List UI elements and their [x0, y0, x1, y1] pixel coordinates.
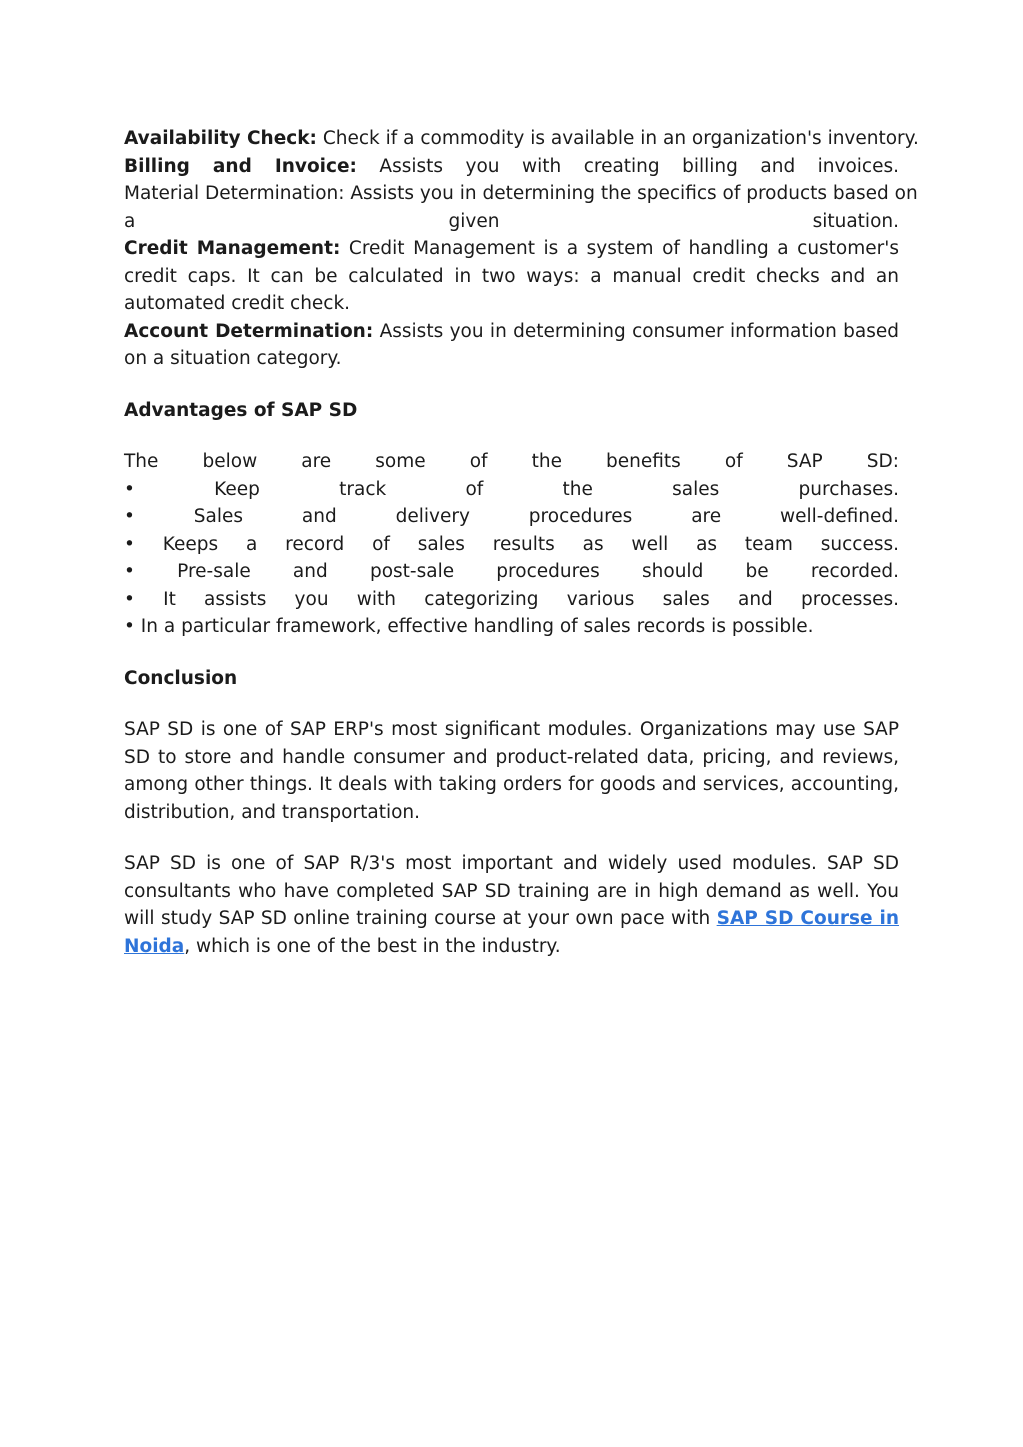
credit-management-paragraph: [124, 235, 899, 318]
advantage-item: • It assists you with categorizing various sales and processes.: [124, 588, 899, 610]
conclusion-paragraph-2-text: SAP SD is one of SAP R/3's most important and widely used modules. SAP SD consultants who have completed SAP SD training are in high demand as well. You will study SAP SD online training course at your own pace with: [124, 853, 899, 929]
account-determination-paragraph: [124, 318, 899, 373]
advantage-item: • In a particular framework, effective handling of sales records is possible.: [124, 616, 814, 637]
advantages-heading: Advantages of SAP SD: [124, 399, 358, 421]
availability-check-label: Availability Check:: [124, 128, 317, 149]
advantage-item: • Pre-sale and post-sale procedures should be recorded.: [124, 561, 899, 582]
availability-check-text: Check if a commodity is available in an organization's inventory.: [322, 128, 919, 149]
billing-invoice-line: [124, 153, 899, 181]
conclusion-paragraph-2: [124, 850, 899, 960]
credit-management-text: Credit Management is a system of handling a customer's credit caps. It can be calculated in two ways: a manual credit checks and an automated credit check.: [124, 238, 899, 314]
credit-management-label: Credit Management:: [124, 238, 341, 259]
document-page: [124, 125, 919, 960]
advantage-item: • Keeps a record of sales results as well as team success.: [124, 533, 899, 555]
billing-invoice-label: Billing and Invoice:: [124, 155, 357, 177]
material-determination-line-1: Material Determination: Assists you in determining the specifics of products based on: [124, 183, 918, 204]
account-determination-text: Assists you in determining consumer information based on a situation category.: [124, 320, 899, 369]
material-determination-line-2: a given situation.: [124, 210, 899, 232]
account-determination-label: Account Determination:: [124, 320, 374, 342]
billing-invoice-text: Assists you with creating billing and invoices.: [379, 155, 900, 177]
advantage-item: • Sales and delivery procedures are well-defined.: [124, 506, 899, 527]
availability-check-line: [124, 125, 919, 153]
advantages-intro: The below are some of the benefits of SAP SD:: [124, 451, 899, 472]
conclusion-heading: Conclusion: [124, 667, 238, 689]
conclusion-paragraph-1: SAP SD is one of SAP ERP's most significant modules. Organizations may use SAP SD to store and handle consumer and product-related data, pricing, and reviews, among other things. It deals with taking orders for goods and services, accounting, distribution, and transportation.: [124, 719, 899, 823]
sap-sd-course-link[interactable]: SAP SD Course in Noida: [124, 908, 900, 957]
conclusion-paragraph-2-tail: , which is one of the best in the industry.: [184, 935, 561, 957]
advantage-item: • Keep track of the sales purchases.: [124, 478, 899, 500]
